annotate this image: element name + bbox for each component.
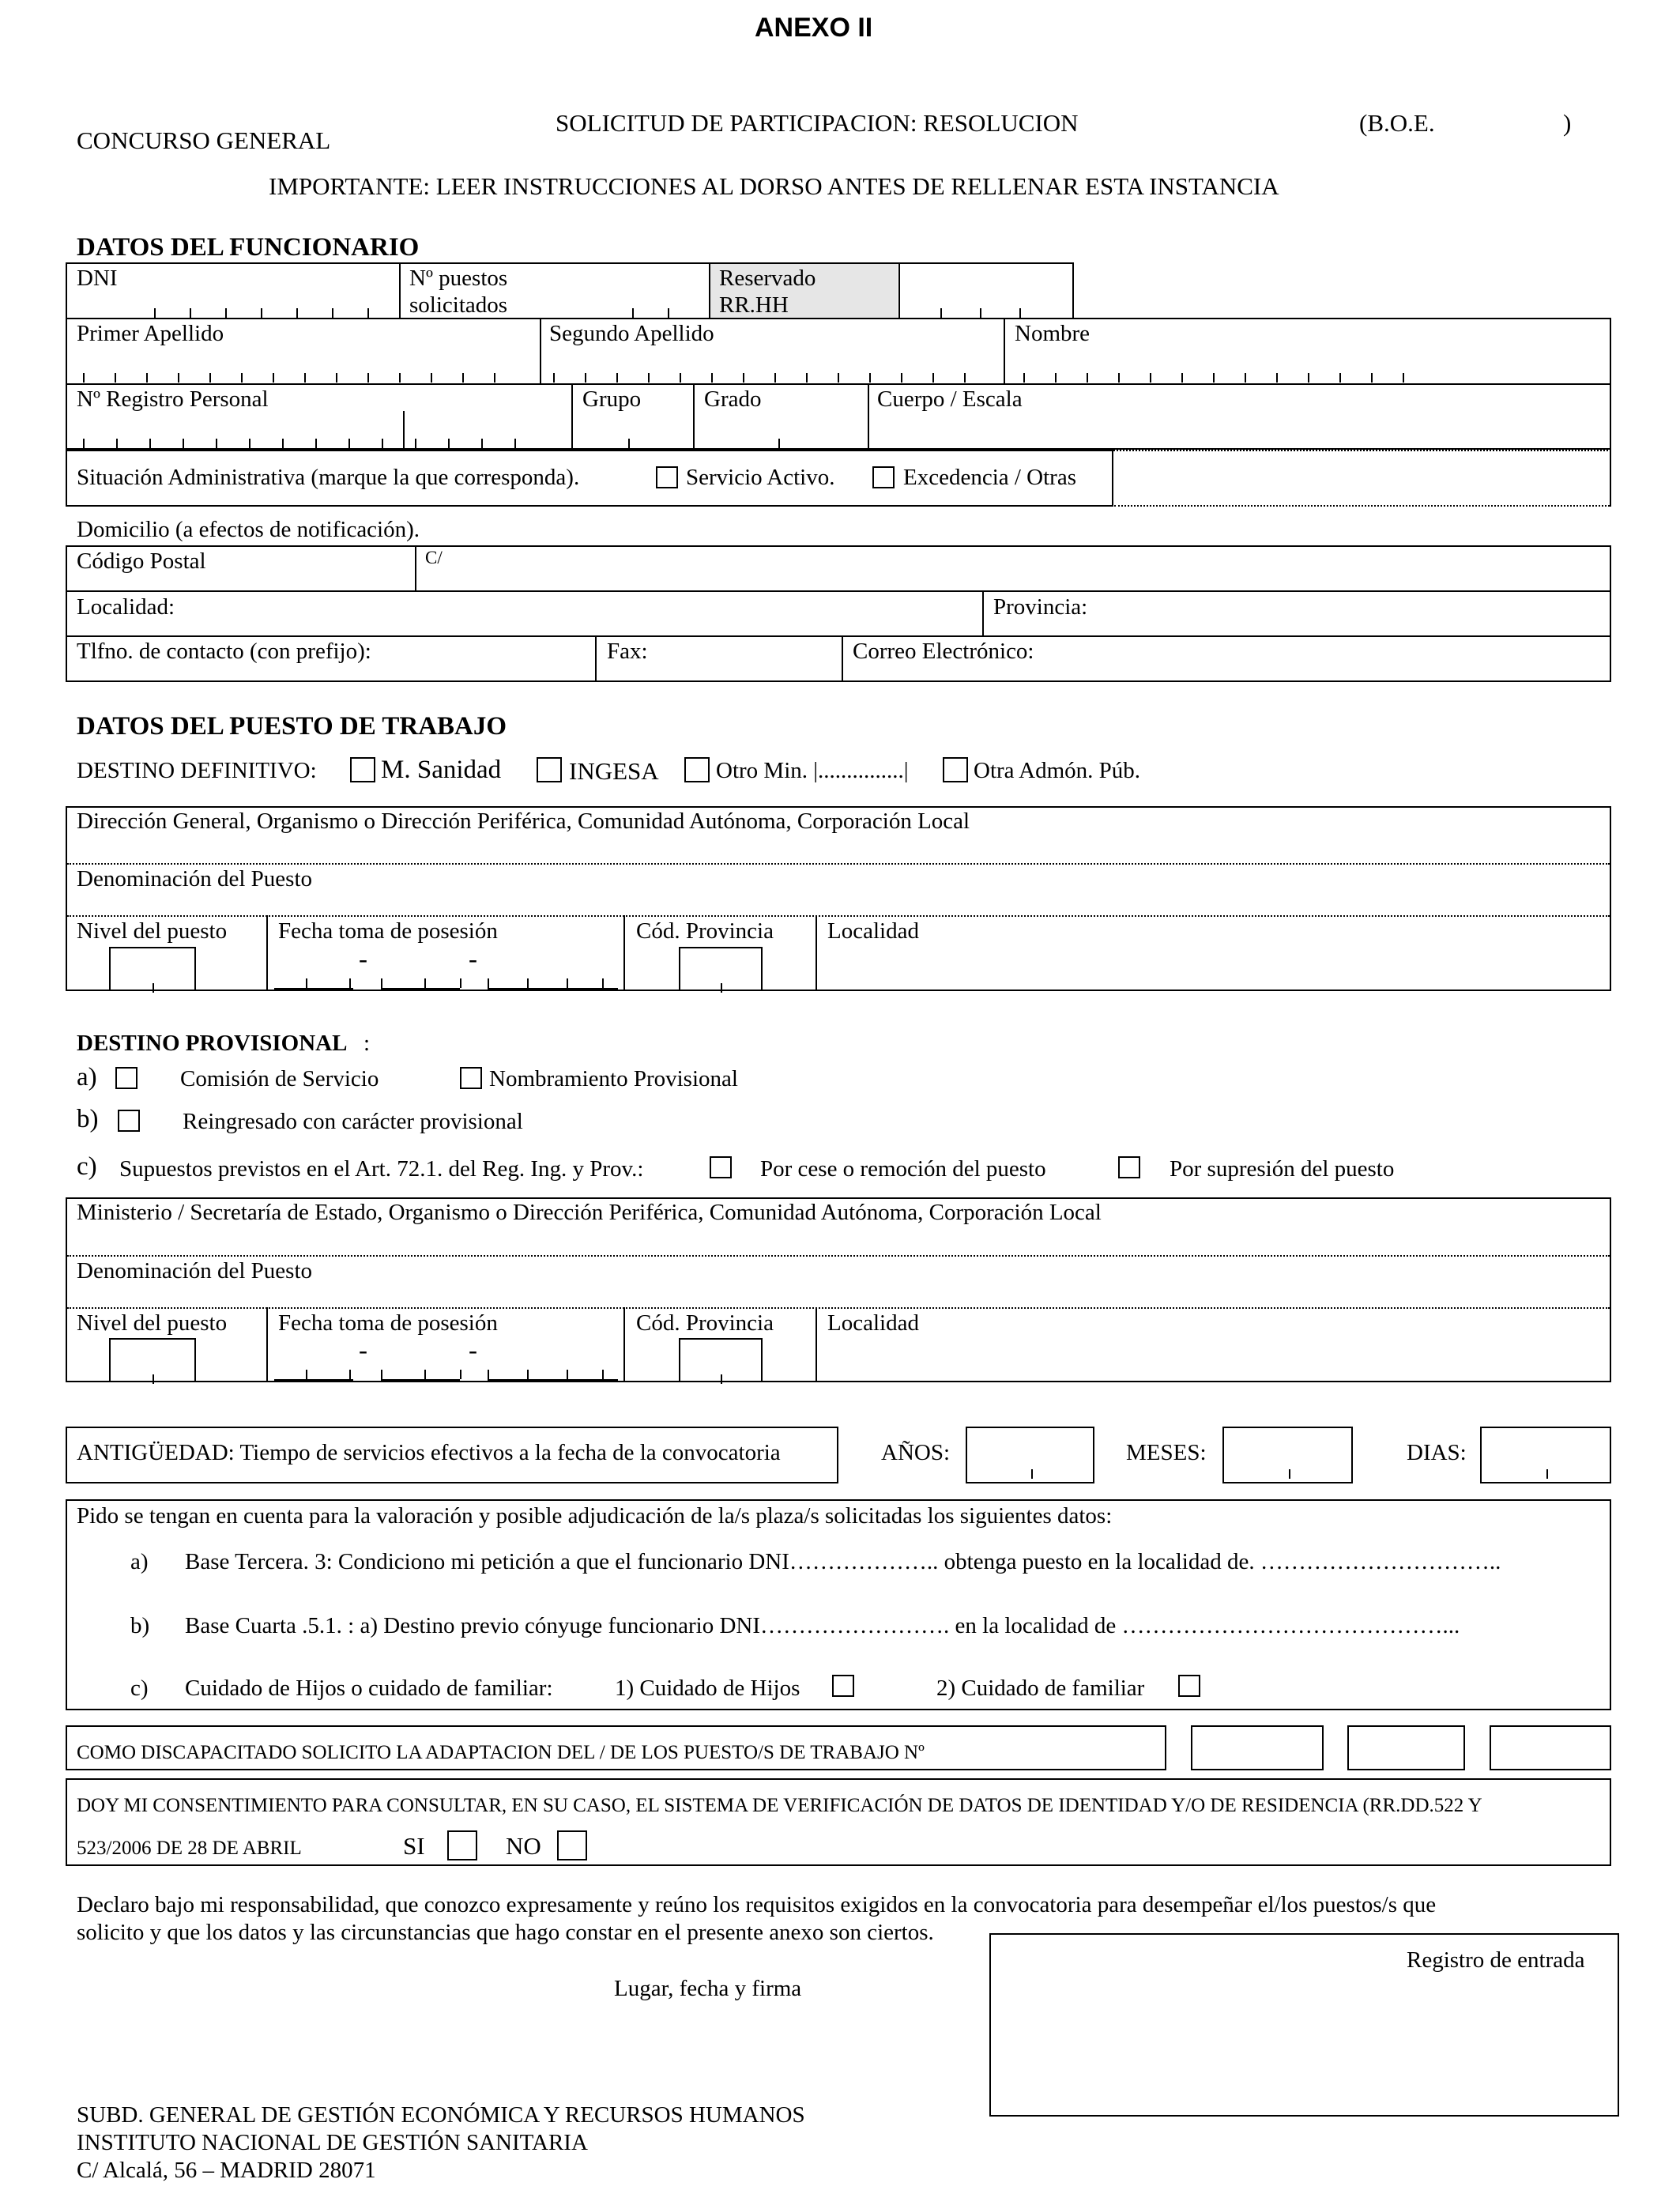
por-supresion-label: Por supresión del puesto bbox=[1170, 1156, 1395, 1182]
valoracion-c-text: Cuidado de Hijos o cuidado de familiar: bbox=[185, 1676, 553, 1701]
segundo-apellido-label: Segundo Apellido bbox=[549, 321, 714, 346]
discapacitado-puesto-3[interactable] bbox=[1490, 1725, 1611, 1770]
calle-field[interactable] bbox=[416, 547, 1610, 590]
cuidado-hijos-label: 1) Cuidado de Hijos bbox=[615, 1676, 800, 1701]
nivel-prov-field[interactable] bbox=[109, 1338, 196, 1382]
localidad-puesto-label: Localidad bbox=[827, 918, 919, 944]
concurso-label: CONCURSO GENERAL bbox=[77, 126, 331, 154]
destino-definitivo-label: DESTINO DEFINITIVO: bbox=[77, 758, 317, 783]
section-title-provisional: DESTINO PROVISIONAL bbox=[77, 1031, 348, 1056]
annex-title: ANEXO II bbox=[755, 13, 873, 43]
grupo-field[interactable] bbox=[577, 439, 687, 448]
dni-field[interactable] bbox=[75, 308, 391, 318]
meses-field[interactable] bbox=[1222, 1427, 1353, 1483]
otro-min-checkbox[interactable] bbox=[684, 757, 710, 782]
grupo-label: Grupo bbox=[582, 386, 642, 412]
registro-label: Nº Registro Personal bbox=[77, 386, 269, 412]
footer-line-2: INSTITUTO NACIONAL DE GESTIÓN SANITARIA bbox=[77, 2130, 588, 2155]
ingesa-label: INGESA bbox=[569, 757, 659, 785]
por-cese-checkbox[interactable] bbox=[710, 1156, 732, 1178]
discapacitado-puesto-2[interactable] bbox=[1347, 1725, 1465, 1770]
excedencia-checkbox[interactable] bbox=[872, 466, 895, 488]
primer-apellido-label: Primer Apellido bbox=[77, 321, 224, 346]
direccion-field[interactable] bbox=[67, 863, 1610, 865]
discapacitado-label: COMO DISCAPACITADO SOLICITO LA ADAPTACION DEL / DE LOS PUESTO/S DE TRABAJO Nº bbox=[77, 1742, 925, 1763]
anos-field[interactable] bbox=[966, 1427, 1094, 1483]
denominacion-prov-label: Denominación del Puesto bbox=[77, 1258, 313, 1284]
localidad-row bbox=[66, 590, 1611, 637]
registro-entrada-label: Registro de entrada bbox=[1407, 1947, 1585, 1973]
otra-admon-checkbox[interactable] bbox=[943, 757, 968, 782]
fax-label: Fax: bbox=[607, 639, 648, 664]
puestos-label-1: Nº puestos bbox=[409, 266, 508, 291]
nivel-field[interactable] bbox=[109, 947, 196, 991]
option-a-letter: a) bbox=[77, 1063, 97, 1091]
valoracion-c-letter: c) bbox=[130, 1676, 149, 1701]
consentimiento-line-2: 523/2006 DE 28 DE ABRIL bbox=[77, 1838, 302, 1859]
consentimiento-line-1: DOY MI CONSENTIMIENTO PARA CONSULTAR, EN SU CASO, EL SISTEMA DE VERIFICACIÓN DE DATOS DE IDENTIDAD Y/O DE RESIDENCIA (RR.DD.522 Y bbox=[77, 1795, 1482, 1816]
segundo-apellido-field[interactable] bbox=[545, 373, 1000, 383]
cuidado-familiar-checkbox[interactable] bbox=[1178, 1675, 1200, 1697]
reservado-field[interactable] bbox=[909, 308, 1067, 318]
correo-label: Correo Electrónico: bbox=[853, 639, 1034, 664]
fecha-label: Fecha toma de posesión bbox=[278, 918, 498, 944]
solicitud-label: SOLICITUD DE PARTICIPACION: RESOLUCION bbox=[556, 109, 1079, 137]
grado-field[interactable] bbox=[699, 439, 861, 448]
reingresado-label: Reingresado con carácter provisional bbox=[183, 1109, 523, 1134]
valoracion-b-text[interactable]: Base Cuarta .5.1. : a) Destino previo cónyuge funcionario DNI……………………. en la localidad de ……………………………………... bbox=[185, 1613, 1460, 1638]
valoracion-a-text[interactable]: Base Tercera. 3: Condiciono mi petición a que el funcionario DNI……………….. obtenga puesto en la localidad de. ………………………….. bbox=[185, 1549, 1501, 1574]
telefono-label: Tlfno. de contacto (con prefijo): bbox=[77, 639, 371, 664]
domicilio-label: Domicilio (a efectos de notificación). bbox=[77, 517, 420, 542]
localidad-label: Localidad: bbox=[77, 594, 175, 620]
fecha-field[interactable] bbox=[270, 972, 622, 990]
fecha-prov-dash-1: - bbox=[359, 1336, 367, 1365]
registro-field[interactable] bbox=[75, 439, 565, 448]
discapacitado-puesto-1[interactable] bbox=[1191, 1725, 1324, 1770]
localidad-prov-field[interactable] bbox=[819, 1381, 1609, 1382]
provisional-colon: : bbox=[363, 1031, 371, 1056]
reservado-label-2: RR.HH bbox=[719, 292, 789, 318]
calle-label: C/ bbox=[425, 548, 443, 567]
excedencia-label: Excedencia / Otras bbox=[903, 465, 1077, 490]
nombramiento-label: Nombramiento Provisional bbox=[489, 1066, 738, 1091]
dias-field[interactable] bbox=[1480, 1427, 1611, 1483]
servicio-activo-checkbox[interactable] bbox=[656, 466, 678, 488]
cod-provincia-field[interactable] bbox=[679, 947, 763, 991]
situacion-otras-field[interactable] bbox=[1114, 505, 1610, 507]
anos-label: AÑOS: bbox=[881, 1440, 951, 1465]
si-label: SI bbox=[403, 1832, 425, 1860]
option-c-letter: c) bbox=[77, 1152, 97, 1181]
fecha-prov-field[interactable] bbox=[270, 1363, 622, 1381]
dni-label: DNI bbox=[77, 266, 118, 291]
supuestos-label: Supuestos previstos en el Art. 72.1. del Reg. Ing. y Prov.: bbox=[119, 1156, 644, 1182]
antiguedad-label: ANTIGÜEDAD: Tiempo de servicios efectivos a la fecha de la convocatoria bbox=[77, 1440, 781, 1465]
footer-line-1: SUBD. GENERAL DE GESTIÓN ECONÓMICA Y RECURSOS HUMANOS bbox=[77, 2102, 805, 2128]
nombramiento-checkbox[interactable] bbox=[460, 1067, 482, 1089]
servicio-activo-label: Servicio Activo. bbox=[686, 465, 835, 490]
comision-label: Comisión de Servicio bbox=[180, 1066, 379, 1091]
denominacion-label: Denominación del Puesto bbox=[77, 866, 313, 892]
no-checkbox[interactable] bbox=[557, 1830, 587, 1860]
puestos-field[interactable] bbox=[616, 308, 703, 318]
cuidado-hijos-checkbox[interactable] bbox=[832, 1675, 854, 1697]
lugar-fecha-firma: Lugar, fecha y firma bbox=[614, 1976, 802, 2001]
fecha-dash-2: - bbox=[469, 945, 477, 974]
si-checkbox[interactable] bbox=[447, 1830, 477, 1860]
grado-label: Grado bbox=[704, 386, 762, 412]
cuerpo-label: Cuerpo / Escala bbox=[877, 386, 1023, 412]
boe-close: ) bbox=[1563, 109, 1572, 137]
nombre-label: Nombre bbox=[1015, 321, 1090, 346]
otra-admon-label: Otra Admón. Púb. bbox=[974, 758, 1141, 783]
reingresado-checkbox[interactable] bbox=[118, 1110, 140, 1132]
cuidado-familiar-label: 2) Cuidado de familiar bbox=[936, 1676, 1145, 1701]
meses-label: MESES: bbox=[1126, 1440, 1207, 1465]
section-title-puesto: DATOS DEL PUESTO DE TRABAJO bbox=[77, 712, 507, 741]
por-cese-label: Por cese o remoción del puesto bbox=[760, 1156, 1046, 1182]
fecha-prov-dash-2: - bbox=[469, 1336, 477, 1365]
codigo-postal-label: Código Postal bbox=[77, 548, 206, 574]
dias-label: DIAS: bbox=[1407, 1440, 1467, 1465]
fecha-prov-label: Fecha toma de posesión bbox=[278, 1310, 498, 1336]
primer-apellido-field[interactable] bbox=[75, 373, 533, 383]
nombre-field[interactable] bbox=[1011, 373, 1430, 383]
m-sanidad-checkbox[interactable] bbox=[350, 757, 375, 782]
option-b-letter: b) bbox=[77, 1105, 99, 1133]
footer-line-3: C/ Alcalá, 56 – MADRID 28071 bbox=[77, 2158, 376, 2183]
nivel-prov-label: Nivel del puesto bbox=[77, 1310, 228, 1336]
por-supresion-checkbox[interactable] bbox=[1118, 1156, 1140, 1178]
provincia-label: Provincia: bbox=[993, 594, 1088, 620]
puestos-label-2: solicitados bbox=[409, 292, 508, 318]
cod-provincia-prov-field[interactable] bbox=[679, 1338, 763, 1382]
localidad-prov-label: Localidad bbox=[827, 1310, 919, 1336]
ministerio-field[interactable] bbox=[67, 1255, 1610, 1257]
boe-label: (B.O.E. bbox=[1359, 109, 1435, 137]
cod-provincia-label: Cód. Provincia bbox=[636, 918, 774, 944]
no-label: NO bbox=[506, 1832, 541, 1860]
declaracion-line-1: Declaro bajo mi responsabilidad, que conozco expresamente y reúno los requisitos exigidos en la convocatoria para desempeñar el/los puestos/s que bbox=[77, 1892, 1437, 1917]
comision-checkbox[interactable] bbox=[115, 1067, 137, 1089]
direccion-label: Dirección General, Organismo o Dirección Periférica, Comunidad Autónoma, Corporación Local bbox=[77, 809, 970, 834]
fecha-dash-1: - bbox=[359, 945, 367, 974]
otro-min-label: Otro Min. |...............| bbox=[716, 758, 909, 783]
reservado-label-1: Reservado bbox=[719, 266, 816, 291]
m-sanidad-label: M. Sanidad bbox=[381, 756, 502, 784]
valoracion-a-letter: a) bbox=[130, 1549, 149, 1574]
cod-provincia-prov-label: Cód. Provincia bbox=[636, 1310, 774, 1336]
valoracion-intro: Pido se tengan en cuenta para la valoración y posible adjudicación de la/s plaza/s solicitadas los siguientes datos: bbox=[77, 1503, 1113, 1529]
declaracion-line-2: solicito y que los datos y las circunstancias que hago constar en el presente anexo son ciertos. bbox=[77, 1920, 934, 1945]
localidad-puesto-field[interactable] bbox=[819, 990, 1609, 991]
ingesa-checkbox[interactable] bbox=[537, 757, 562, 782]
situacion-label: Situación Administrativa (marque la que corresponda). bbox=[77, 465, 580, 490]
valoracion-b-letter: b) bbox=[130, 1613, 150, 1638]
nivel-label: Nivel del puesto bbox=[77, 918, 228, 944]
importante-notice: IMPORTANTE: LEER INSTRUCCIONES AL DORSO ANTES DE RELLENAR ESTA INSTANCIA bbox=[269, 172, 1279, 200]
ministerio-label: Ministerio / Secretaría de Estado, Organismo o Dirección Periférica, Comunidad Autónoma, Corporación Local bbox=[77, 1200, 1102, 1225]
section-title-funcionario: DATOS DEL FUNCIONARIO bbox=[77, 233, 420, 262]
